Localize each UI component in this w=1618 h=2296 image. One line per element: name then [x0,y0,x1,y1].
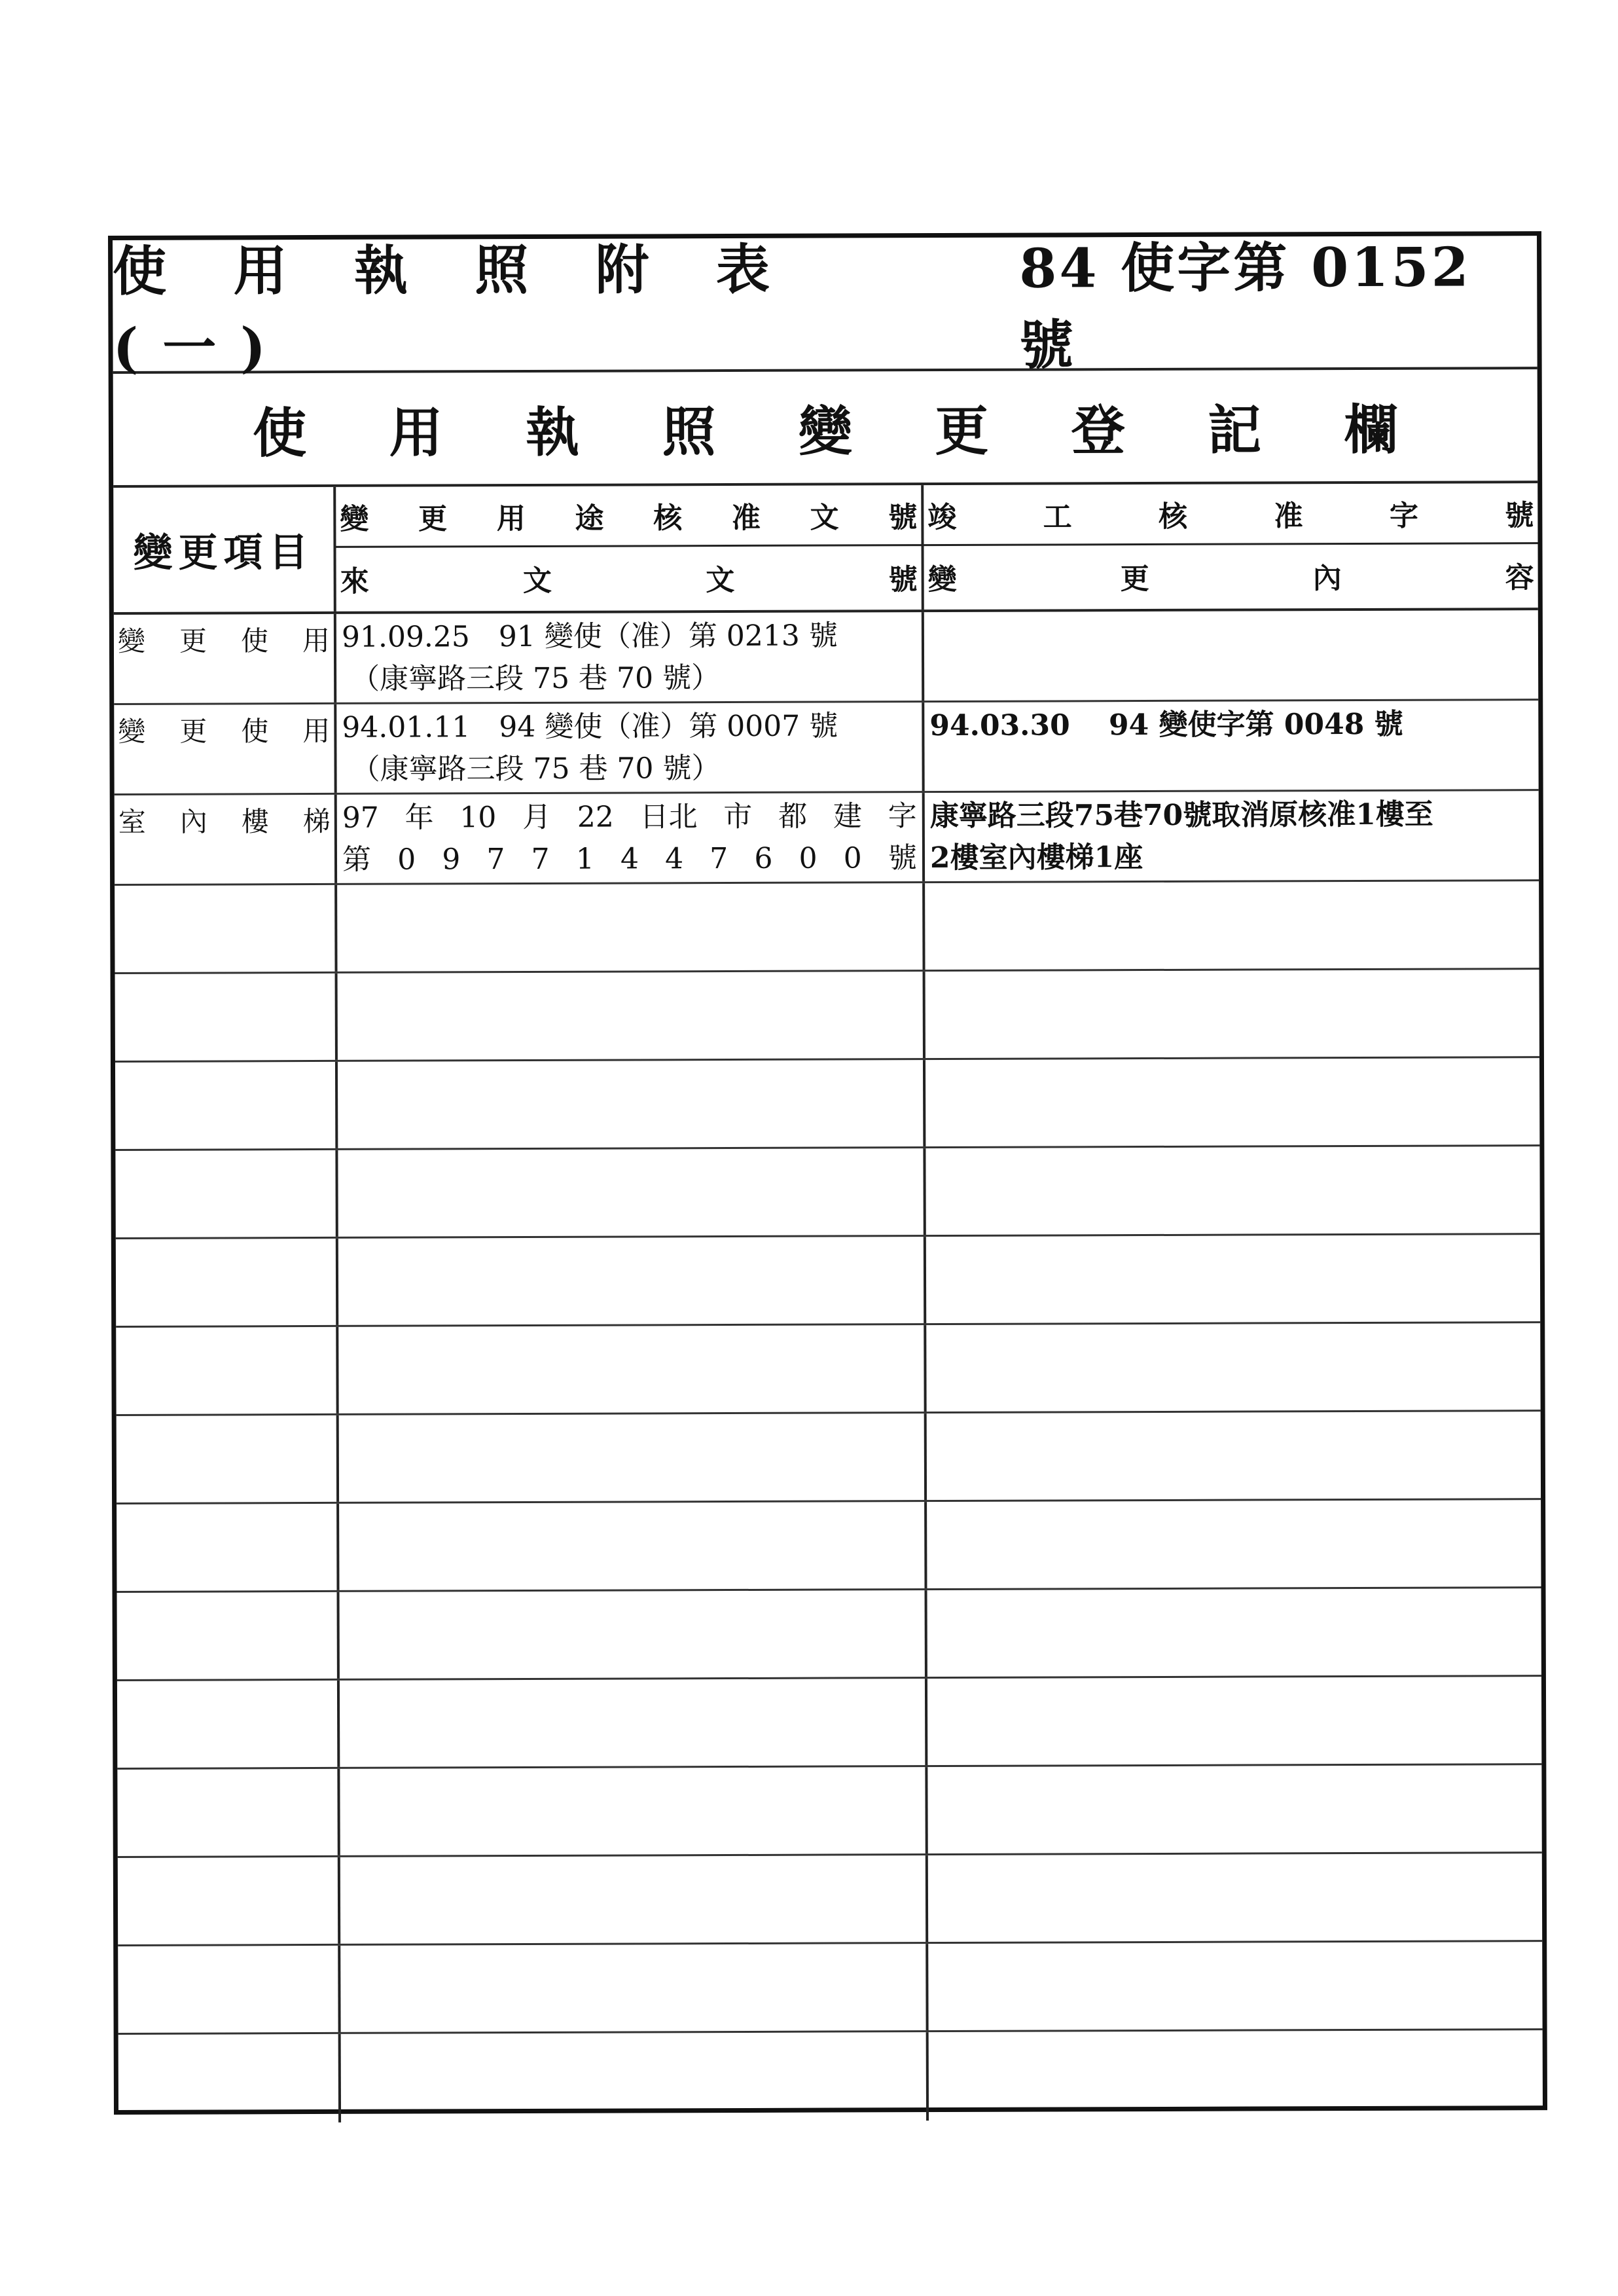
cell-char: 用 [302,624,330,657]
header-char: 途 [575,501,604,536]
row-content-line1: 康寧路三段75巷70號取消原核准1樓至 [929,797,1433,833]
empty-cell [926,1146,1539,1235]
subtitle-char: 使 [253,401,307,465]
table-header [113,483,1538,615]
empty-cell [117,1592,340,1679]
header-char: 核 [1159,500,1188,534]
empty-cell [928,1853,1542,1942]
empty-cell [115,974,338,1061]
change-register-table [113,483,1543,2123]
header-char: 號 [888,562,918,596]
cell-char: 更 [179,715,207,748]
cell-char: 4 [665,842,684,876]
empty-table-row [115,1058,1539,1151]
empty-cell [927,1412,1541,1500]
row-reference [337,793,925,883]
cell-char: 字 [888,799,917,833]
cell-char: 9 [442,843,461,877]
empty-cell [338,1325,926,1413]
cell-char: 7 [710,842,728,876]
subtitle-char: 執 [525,401,580,464]
header-char: 文 [522,564,552,598]
header-change-content [924,544,1537,607]
row-content [924,610,1538,701]
cell-char: 0 [843,841,862,875]
row-reference-line2: （康寧路三段 75 巷 70 號） [351,752,721,786]
header-char: 號 [888,501,918,535]
empty-cell [338,1060,926,1148]
cell-char: 市 [723,799,753,834]
header-change-item: 變更項目 [113,487,336,612]
empty-cell [337,883,925,972]
empty-table-row [117,1412,1541,1504]
subtitle-char: 變 [798,399,853,464]
empty-cell [117,1415,339,1503]
header-char: 准 [1274,500,1303,534]
cell-char: 變 [118,715,146,748]
subtitle-char: 用 [389,401,443,465]
empty-cell [926,1235,1540,1323]
empty-cell [115,1062,338,1149]
cell-char: 使 [240,625,269,657]
header-char: 內 [1312,561,1342,595]
empty-table-row [118,1942,1542,2035]
cell-char: 都 [778,799,808,833]
header-char: 竣 [927,500,957,535]
empty-cell [927,1500,1541,1588]
cell-char: 97 [342,801,379,835]
license-number: 84 使字第 0152 號 [1019,236,1471,377]
header-completion-number [924,483,1537,546]
empty-cell [117,1681,340,1768]
empty-cell [340,1944,928,2032]
empty-table-row [115,1146,1539,1239]
cell-char: 7 [531,842,550,876]
header-reference [336,485,924,611]
header-approval-number [336,485,921,548]
empty-cell [929,2030,1543,2121]
cell-char: 樓 [241,805,269,838]
section-subtitle [113,369,1538,488]
row-reference-line1: 94.01.11 94 變使（准）第 0007 號 [342,709,838,744]
empty-table-row [115,881,1539,974]
header-char: 容 [1505,560,1534,594]
empty-table-row [116,1235,1540,1328]
cell-char: 更 [179,625,207,657]
cell-char: 4 [620,842,639,876]
cell-char: 0 [397,843,416,877]
empty-cell [340,1767,927,1855]
cell-char: 22 [577,800,614,834]
header-char: 工 [1043,500,1072,534]
header-char: 准 [731,501,761,536]
subtitle-char: 更 [935,399,989,463]
empty-table-row [117,1677,1541,1770]
cell-char: 7 [486,843,505,877]
cell-char: 6 [754,841,773,875]
row-reference [336,702,924,793]
header-char: 更 [1120,562,1149,596]
empty-cell [116,1239,338,1326]
empty-cell [118,1946,340,2033]
cell-char: 梯 [302,805,331,838]
empty-cell [115,885,337,972]
cell-char: 建 [833,799,862,833]
subtitle-chars [113,387,1537,468]
form-title-prefix: 使 用 執 照 附 表 (一) [113,238,794,380]
header-char: 核 [653,501,683,536]
empty-cell [926,1058,1539,1146]
empty-cell [927,1677,1541,1765]
empty-cell [118,1857,340,1944]
header-char: 文 [706,563,735,597]
empty-cell [338,972,926,1060]
row-change-item [114,614,336,703]
row-content [925,791,1539,881]
table-row [114,610,1538,705]
empty-cell [115,1150,338,1237]
cell-char: 0 [799,841,818,875]
header-char: 變 [340,502,369,536]
subtitle-char: 登 [1071,399,1125,462]
empty-table-row [115,970,1539,1063]
cell-char: 日北 [639,800,698,834]
row-reference-line2 [342,837,917,881]
subtitle-char: 照 [662,400,716,464]
cell-char: 1 [575,842,594,876]
cell-char: 變 [117,625,146,657]
header-char: 文 [810,501,839,535]
cell-char: 月 [522,800,552,835]
empty-rows [115,881,1543,2123]
empty-table-row [116,1323,1540,1416]
row-reference-line1: 91.09.25 91 變使（准）第 0213 號 [341,619,838,654]
empty-cell [340,1679,927,1767]
table-row [115,791,1539,886]
header-char: 號 [1505,499,1534,533]
header-char: 來 [340,564,369,598]
header-char: 變 [927,562,957,596]
subtitle-char: 記 [1208,398,1262,462]
empty-cell [117,1504,339,1591]
row-reference-line2: （康寧路三段 75 巷 70 號） [351,661,721,696]
cell-char: 年 [404,801,434,835]
header-incoming-doc-number [336,546,921,609]
cell-char: 號 [888,841,917,875]
row-content-line1: 94.03.30 94 變使字第 0048 號 [929,707,1403,743]
empty-table-row [118,1853,1542,1946]
empty-cell [340,1855,928,1944]
cell-char: 第 [342,843,372,877]
table-row [114,701,1538,795]
row-reference-line1 [342,795,917,839]
empty-cell [118,2034,341,2123]
cell-char: 10 [459,801,497,835]
header-char: 用 [496,501,526,536]
subtitle-char: 欄 [1344,398,1398,462]
cell-char: 內 [179,805,207,838]
empty-cell [928,1942,1542,2030]
empty-cell [927,1588,1541,1677]
empty-table-row [117,1765,1541,1858]
empty-table-row [118,2030,1543,2123]
row-content-line2 [929,613,1533,615]
empty-cell [338,1148,926,1237]
header-char: 字 [1389,499,1418,533]
empty-cell [117,1769,340,1856]
row-change-item [114,704,336,793]
empty-cell [927,1765,1541,1853]
header-char: 更 [418,502,448,536]
empty-cell [925,881,1539,970]
empty-cell [340,1590,927,1679]
empty-cell [341,2032,929,2123]
row-reference [336,612,924,702]
header-content [924,483,1538,610]
cell-char: 用 [302,714,331,748]
cell-char: 使 [241,715,269,748]
row-change-item [115,795,337,884]
cell-char: 室 [118,805,146,838]
empty-table-row [117,1500,1541,1593]
row-content-line2: 2樓室內樓梯1座 [929,841,1143,875]
empty-table-row [117,1588,1541,1681]
empty-cell [339,1502,927,1590]
row-content [924,701,1538,791]
empty-cell [926,1323,1540,1412]
empty-cell [926,970,1539,1058]
empty-cell [116,1327,338,1414]
empty-cell [338,1237,926,1325]
license-form [108,231,1547,2115]
empty-cell [339,1413,927,1502]
form-title [113,236,1537,380]
row-content-line1 [929,613,1533,615]
